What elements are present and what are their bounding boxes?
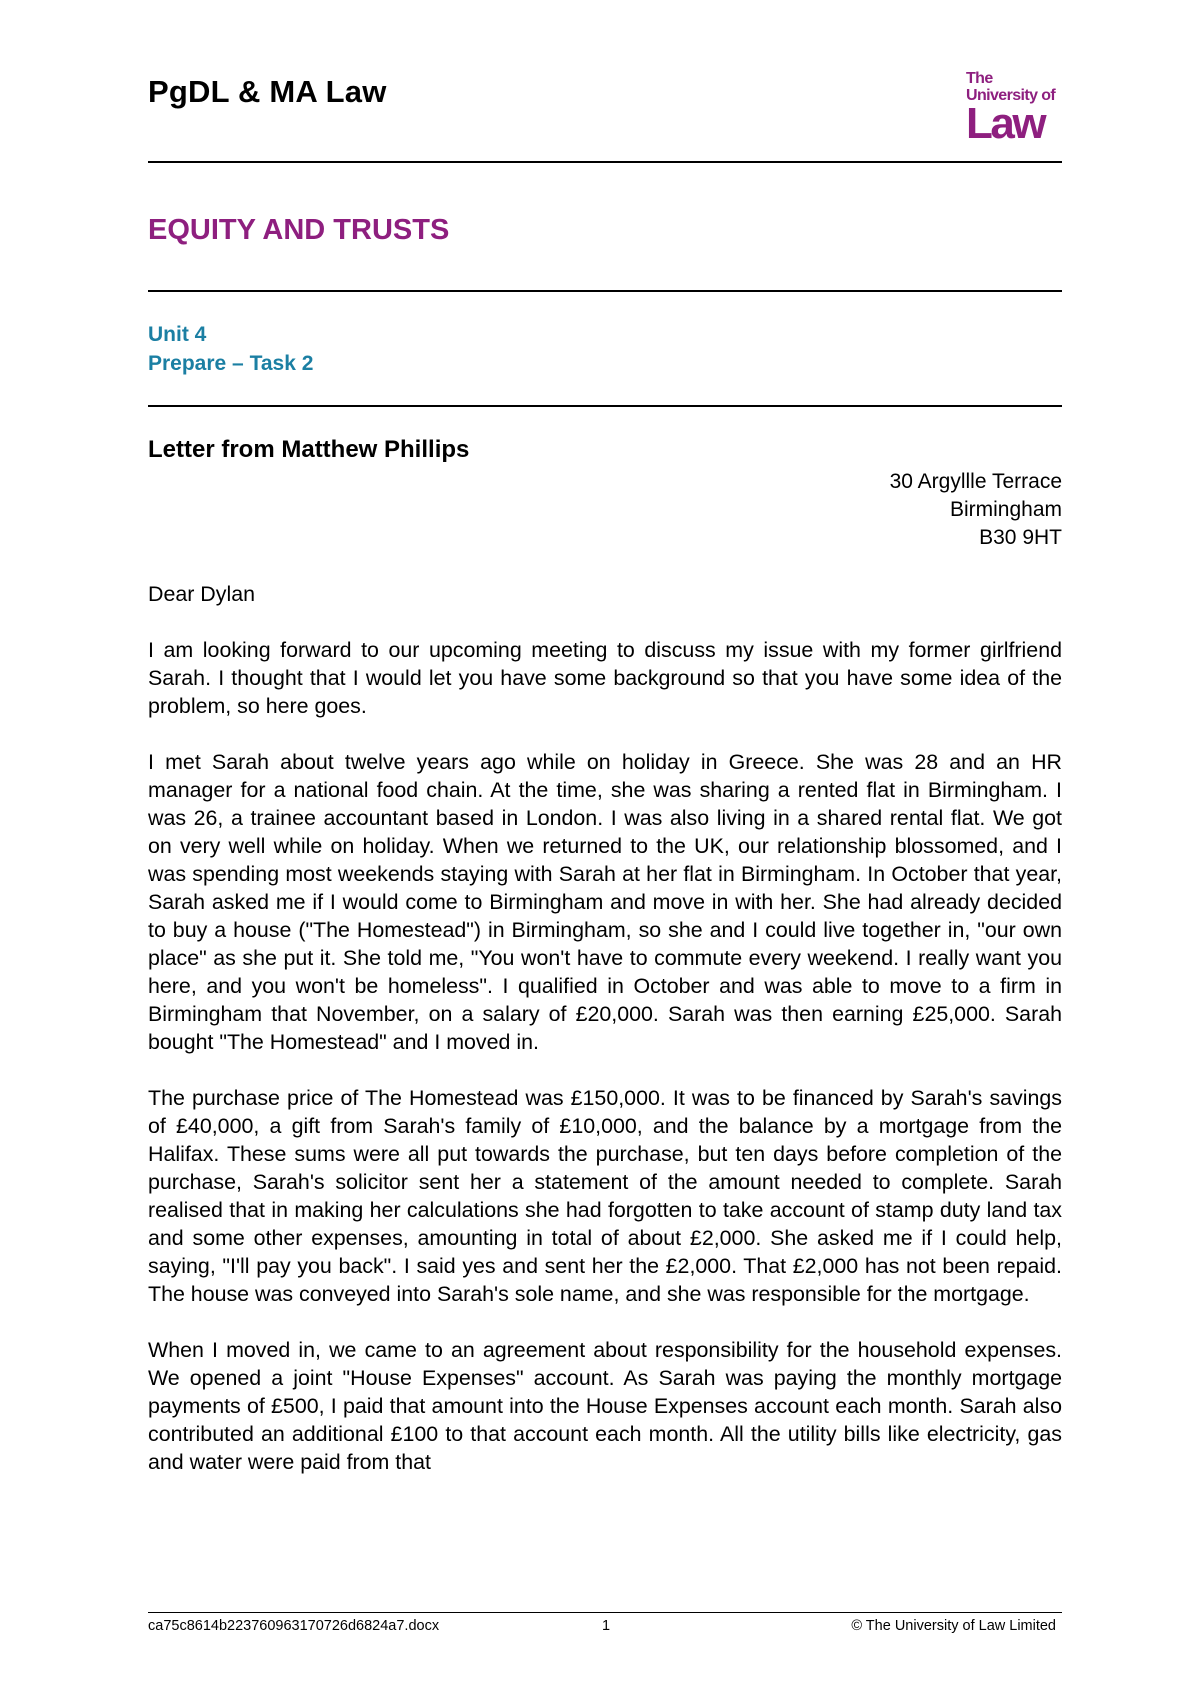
- course-title: PgDL & MA Law: [148, 74, 387, 109]
- paragraph: I met Sarah about twelve years ago while on holiday in Greece. She was 28 and an HR manager for a national food chain. At the time, she was sharing a rented flat in Birmingham. I was 26, a trainee accountant based in London. I was also living in a shared rental flat. We got on very well while on holiday. When we returned to the UK, our relationship blossomed, and I was spending most weekends staying with Sarah at her flat in Birmingham. In October that year, Sarah asked me if I would come to Birmingham and move in with her. She had already decided to buy a house ("The Homestead") in Birmingham, so she and I could live together in, "our own place" as she put it. She told me, "You won't have to commute every weekend. I really want you here, and you won't be homeless". I qualified in October and was able to move to a firm in Birmingham that November, on a salary of £20,000. Sarah was then earning £25,000. Sarah bought "The Homestead" and I moved in.: [148, 750, 1062, 1054]
- task-label: Prepare – Task 2: [148, 352, 314, 375]
- footer-filename: ca75c8614b223760963170726d6824a7.docx: [148, 1618, 440, 1634]
- address-line: B30 9HT: [979, 526, 1062, 549]
- divider: [148, 290, 1062, 292]
- subject-title: EQUITY AND TRUSTS: [148, 214, 450, 246]
- footer-page-number: 1: [602, 1618, 611, 1634]
- letter-heading: Letter from Matthew Phillips: [148, 436, 470, 463]
- footer-divider: [148, 1612, 1062, 1613]
- paragraph: When I moved in, we came to an agreement about responsibility for the household expenses. We opened a joint "House Expenses" account. As Sarah was paying the monthly mortgage payments of £500, I paid that amount into the House Expenses account each month. Sarah also contributed an additional £100 to that account each month. All the utility bills like electricity, gas and water were paid from that: [148, 1338, 1062, 1474]
- logo-line-3: Law: [966, 99, 1045, 148]
- unit-block: [148, 320, 313, 378]
- paragraph: The purchase price of The Homestead was £150,000. It was to be financed by Sarah's savings of £40,000, a gift from Sarah's family of £10,000, and the balance by a mortgage from the Halifax. These sums were all put towards the purchase, but ten days before completion of the purchase, Sarah's solicitor sent her a statement of the amount needed to complete. Sarah realised that in making her calculations she had forgotten to take account of stamp duty land tax and some other expenses, amounting in total of about £2,000. She asked me if I could help, saying, "I'll pay you back". I said yes and sent her the £2,000. That £2,000 has not been repaid. The house was conveyed into Sarah's sole name, and she was responsible for the mortgage.: [148, 1086, 1062, 1306]
- salutation: Dear Dylan: [148, 582, 255, 606]
- divider: [148, 405, 1062, 407]
- address-line: 30 Argyllle Terrace: [889, 470, 1062, 493]
- logo-line-2: University of: [966, 87, 1056, 104]
- sender-address: [890, 468, 1062, 552]
- paragraph: I am looking forward to our upcoming meeting to discuss my issue with my former girlfriend Sarah. I thought that I would let you have some background so that you have some idea of the problem, so here goes.: [148, 638, 1062, 718]
- letter-body: [148, 580, 1062, 1504]
- divider: [148, 161, 1062, 163]
- logo-line-1: The: [966, 70, 993, 87]
- page-header: [148, 70, 1062, 150]
- university-of-law-logo: [966, 70, 1062, 148]
- address-line: Birmingham: [949, 498, 1062, 521]
- unit-number: Unit 4: [148, 323, 207, 346]
- footer-copyright: © The University of Law Limited: [851, 1618, 1056, 1634]
